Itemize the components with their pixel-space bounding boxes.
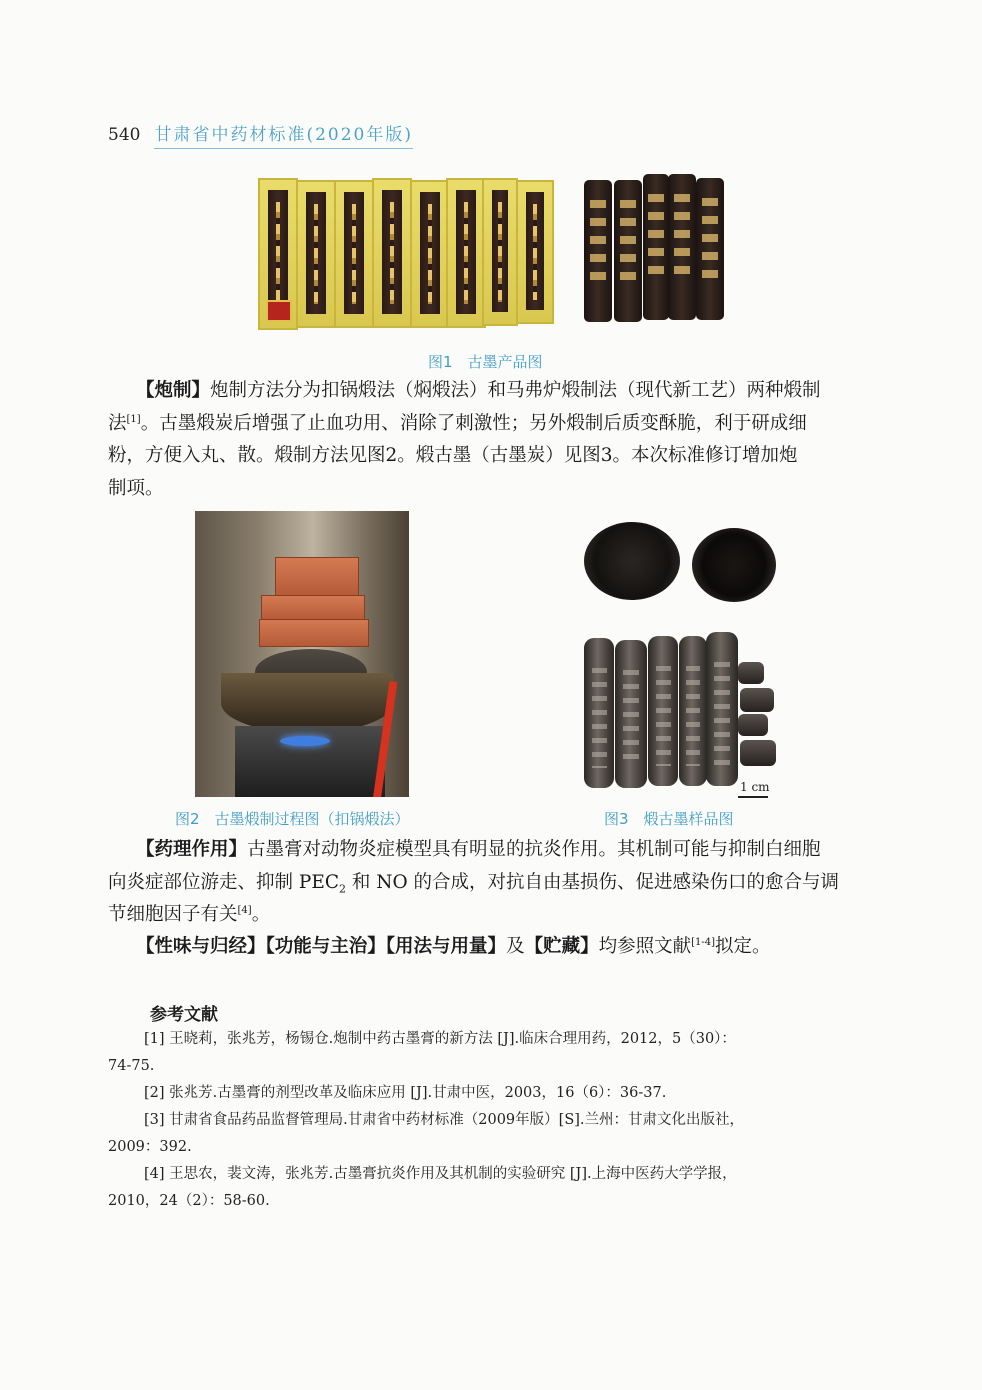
charred-ink-stick	[679, 636, 707, 786]
charcoal-lump	[740, 740, 776, 766]
scale-label: 1 cm	[740, 780, 770, 794]
brick	[275, 557, 359, 597]
red-seal	[266, 300, 292, 322]
figure-3-caption: 图3 煅古墨样品图	[604, 810, 734, 828]
charred-ink-stick	[706, 632, 738, 786]
brick	[261, 595, 365, 621]
citation: [4]	[237, 904, 252, 916]
ink-box	[446, 178, 486, 328]
charcoal-powder	[692, 528, 776, 602]
references-list: [1] 王晓莉，张兆芳，杨锡仓.炮制中药古墨膏的新方法 [J].临床合理用药，2012，5（30）： 74-75. [2] 张兆芳.古墨膏的剂型改革及临床应用 [J].甘肃中医，2003，16（6）：36-37. [3] 甘肃省食品药品监督管理局.甘肃省中药材标准（2009年版）[S].兰州：甘肃文化出版社， 2009：392. [4] 王思农，裴文涛，张兆芳.古墨膏抗炎作用及其机制的实验研究 [J].上海中医药大学学报， 2010，24（2）：58-60.	[108, 1026, 878, 1215]
ink-box	[372, 178, 412, 328]
ink-box	[296, 180, 336, 328]
ink-box	[410, 180, 450, 328]
figure-2-calcination-photo	[195, 511, 409, 797]
ink-stick	[668, 174, 696, 320]
processing-heading: 【炮制】	[136, 380, 211, 401]
ink-box	[516, 180, 554, 324]
reference-item: [1] 王晓莉，张兆芳，杨锡仓.炮制中药古墨膏的新方法 [J].临床合理用药，2012，5（30）：	[144, 1031, 736, 1047]
charcoal-lump	[738, 714, 768, 736]
charred-ink-stick	[615, 640, 647, 788]
charcoal-granules	[584, 522, 680, 600]
reference-item: [4] 王思农，裴文涛，张兆芳.古墨膏抗炎作用及其机制的实验研究 [J].上海中医药大学学报，	[144, 1166, 737, 1182]
reference-item: [3] 甘肃省食品药品监督管理局.甘肃省中药材标准（2009年版）[S].兰州：甘肃文化出版社，	[144, 1112, 745, 1128]
ink-stick	[696, 178, 724, 320]
citation: [1]	[126, 413, 141, 425]
wok	[221, 673, 393, 733]
figure-1-caption: 图1 古墨产品图	[428, 353, 543, 371]
running-header	[108, 120, 413, 149]
processing-paragraph: 【炮制】炮制方法分为扣锅煅法（焖煅法）和马弗炉煅制法（现代新工艺）两种煅制 法[1]。古墨煅炭后增强了止血功用、消除了刺激性；另外煅制后质变酥脆，利于研成细 粉，方便入丸、散。煅制方法见图2。煅古墨（古墨炭）见图3。本次标准修订增加炮 制项。	[108, 380, 821, 499]
figure-2-caption: 图2 古墨煅制过程图（扣锅煅法）	[175, 810, 410, 828]
ink-stick	[584, 180, 612, 322]
ink-stick	[643, 174, 669, 320]
references-title: 参考文献	[150, 1005, 218, 1025]
ink-stick	[614, 180, 642, 322]
ink-box	[482, 178, 518, 326]
charred-ink-stick	[648, 636, 678, 786]
pharmacology-heading: 【药理作用】	[136, 839, 248, 860]
scale-bar	[738, 796, 768, 798]
ink-box	[334, 180, 374, 328]
reference-item: [2] 张兆芳.古墨膏的剂型改革及临床应用 [J].甘肃中医，2003，16（6）：36-37.	[144, 1085, 667, 1101]
brick	[259, 619, 369, 647]
charcoal-lump	[738, 662, 764, 684]
pharmacology-paragraph: 【药理作用】古墨膏对动物炎症模型具有明显的抗炎作用。其机制可能与抑制白细胞 向炎症部位游走、抑制 $PEC_2$ 和 NO 的合成，对抗自由基损伤、促进感染伤口的愈合与调 节细胞因子有关[4]。	[108, 839, 839, 925]
charcoal-lump	[740, 688, 774, 712]
charred-ink-stick	[584, 638, 614, 788]
other-sections-paragraph: 【性味与归经】【功能与主治】【用法与用量】及【贮藏】均参照文献[1-4]拟定。	[136, 936, 771, 957]
page-number: 540	[108, 125, 141, 145]
flame	[280, 736, 330, 746]
citation: [1-4]	[691, 936, 715, 948]
running-title: 甘肃省中药材标准(2020年版)	[154, 120, 413, 149]
